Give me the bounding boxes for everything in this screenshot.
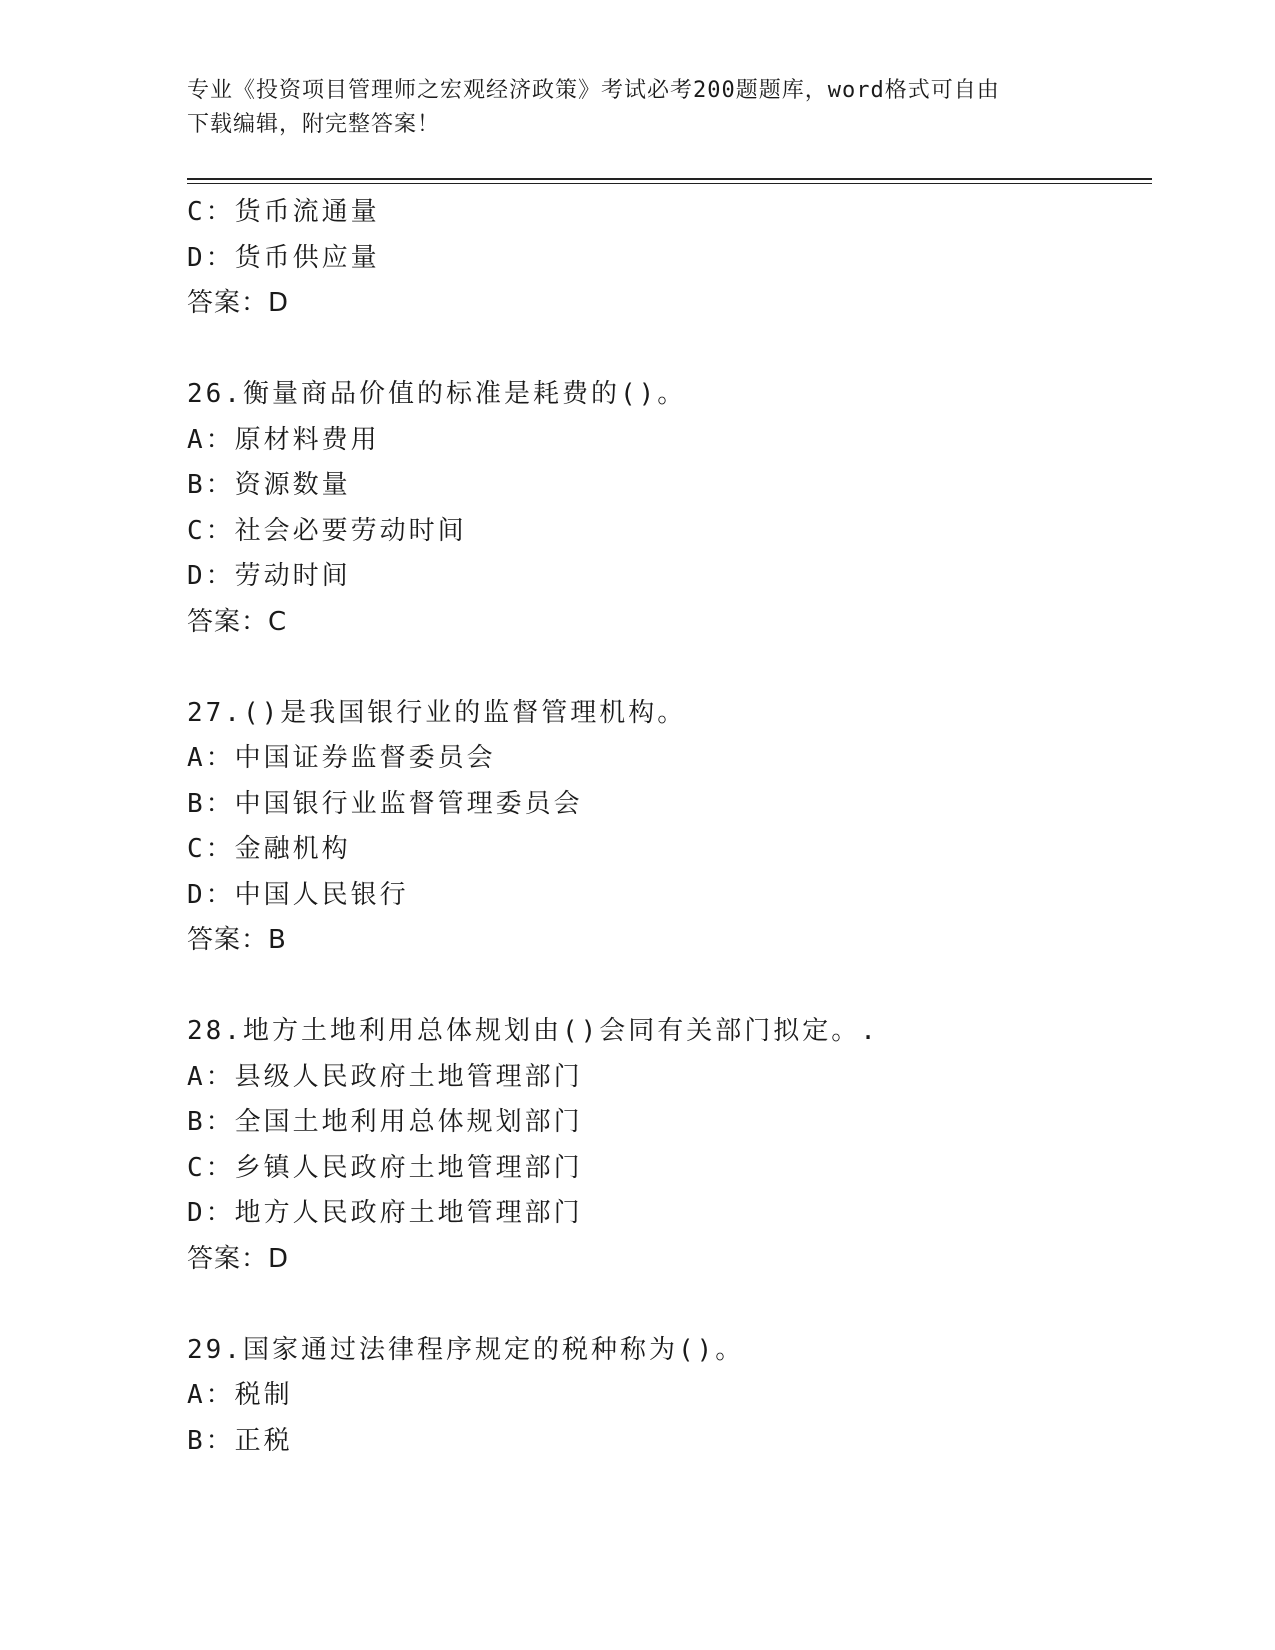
question-29 bbox=[187, 1328, 1152, 1465]
option-c: C：货币流通量 bbox=[187, 197, 380, 227]
question-list bbox=[187, 190, 1152, 1464]
question-stem: 26.衡量商品价值的标准是耗费的()。 bbox=[187, 379, 687, 409]
option-b: B：资源数量 bbox=[187, 470, 351, 500]
question-25-continued bbox=[187, 190, 1152, 327]
option-d: D：货币供应量 bbox=[187, 242, 380, 273]
header-divider-thin bbox=[187, 183, 1152, 184]
option-b: B：中国银行业监督管理委员会 bbox=[187, 788, 583, 819]
option-b: B：全国土地利用总体规划部门 bbox=[187, 1107, 583, 1137]
option-a: A：原材料费用 bbox=[187, 424, 380, 455]
option-c: C：社会必要劳动时间 bbox=[187, 515, 467, 546]
document-header bbox=[187, 74, 1087, 142]
option-d: D：地方人民政府土地管理部门 bbox=[187, 1198, 583, 1228]
header-divider-thick bbox=[187, 178, 1152, 180]
option-c: C：金融机构 bbox=[187, 834, 351, 864]
option-a: A：中国证券监督委员会 bbox=[187, 743, 496, 773]
header-line-2: 下载编辑，附完整答案！ bbox=[187, 112, 441, 137]
question-28 bbox=[187, 1009, 1152, 1282]
option-a: A：税制 bbox=[187, 1380, 293, 1410]
question-stem: 28.地方土地利用总体规划由()会同有关部门拟定。. bbox=[187, 1016, 879, 1046]
answer: 答案：D bbox=[187, 1243, 290, 1274]
question-stem: 27.()是我国银行业的监督管理机构。 bbox=[187, 697, 687, 728]
option-b: B：正税 bbox=[187, 1425, 293, 1456]
question-stem: 29.国家通过法律程序规定的税种称为()。 bbox=[187, 1334, 745, 1365]
option-d: D：中国人民银行 bbox=[187, 879, 409, 910]
option-a: A：县级人民政府土地管理部门 bbox=[187, 1061, 583, 1092]
answer: 答案：D bbox=[187, 288, 290, 318]
option-c: C：乡镇人民政府土地管理部门 bbox=[187, 1152, 583, 1183]
answer: 答案：C bbox=[187, 606, 288, 637]
question-26 bbox=[187, 372, 1152, 645]
option-d: D：劳动时间 bbox=[187, 561, 351, 591]
header-line-1: 专业《投资项目管理师之宏观经济政策》考试必考200题题库，word格式可自由 bbox=[187, 78, 1000, 103]
question-27 bbox=[187, 691, 1152, 964]
answer: 答案：B bbox=[187, 925, 287, 955]
